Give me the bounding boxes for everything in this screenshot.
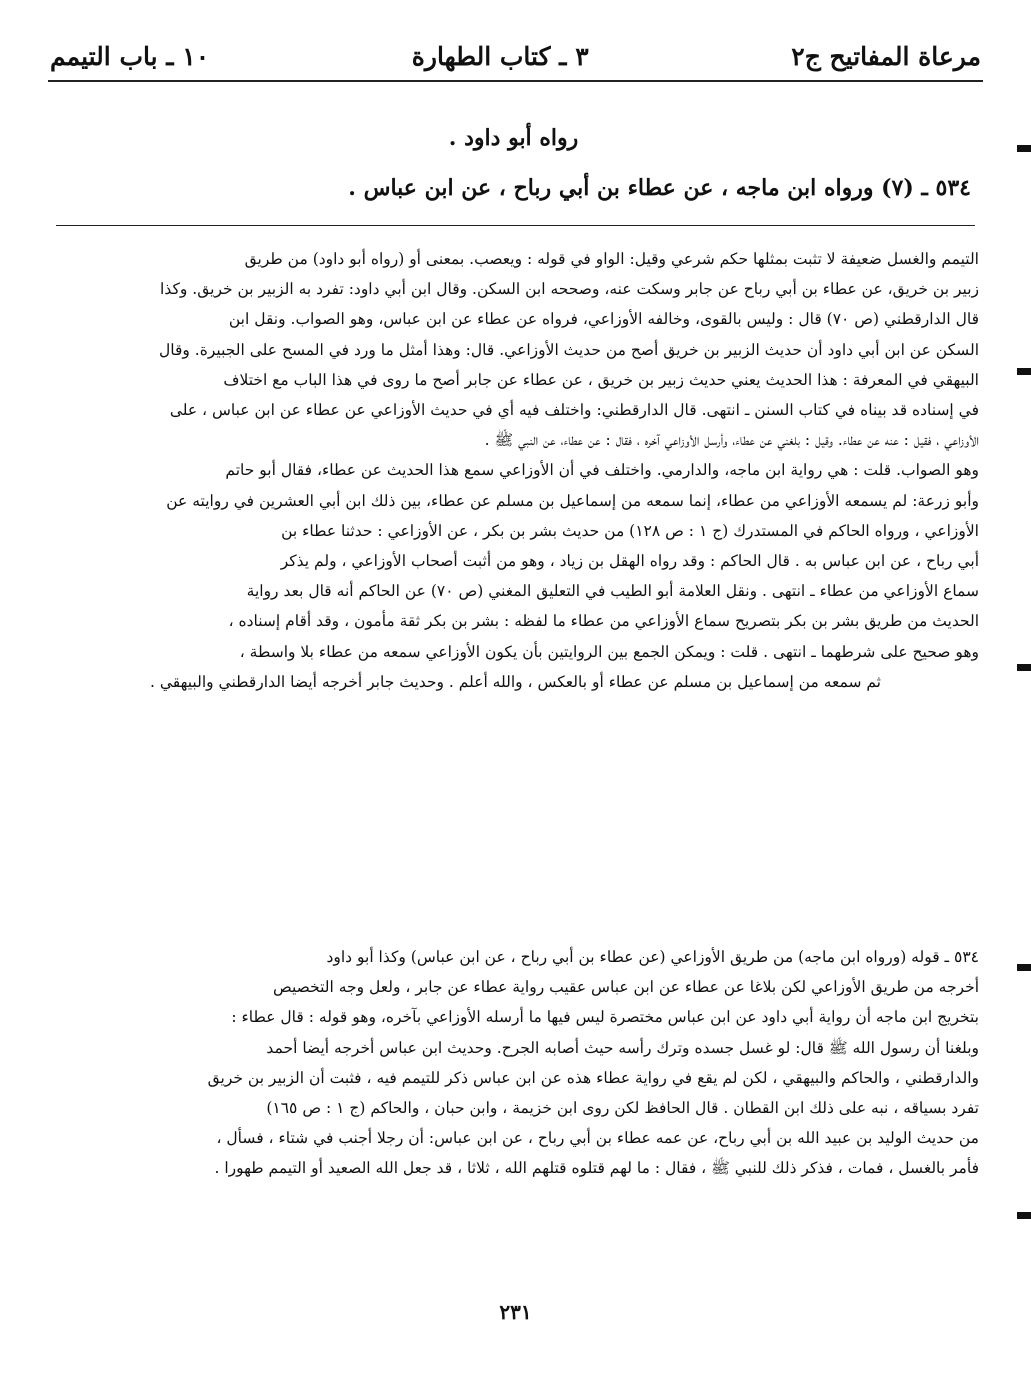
page-number: ٢٣١ — [499, 1300, 532, 1324]
header-book-title: مرعاة المفاتيح ج٢ — [791, 41, 981, 71]
commentary-line: ٥٣٤ ـ قوله (ورواه ابن ماجه) من طريق الأوزاعي (عن عطاء بن أبي رباح ، عن ابن عباس) وكذا أبو داود — [326, 948, 979, 966]
commentary-line: الحديث من طريق بشر بن بكر بتصريح سماع الأوزاعي من عطاء ما لفظه : بشر بن بكر ثقة مأمون ، وقد أقام إسناده ، — [228, 612, 979, 631]
margin-mark — [1017, 145, 1031, 152]
commentary-line: سماع الأوزاعي من عطاء ـ انتهى . ونقل العلامة أبو الطيب في التعليق المغني (ص ٧٠) عن الحاكم أنه قال بعد رواية — [246, 582, 979, 601]
commentary-block-1 — [52, 244, 979, 697]
commentary-line: فأمر بالغسل ، فمات ، فذكر ذلك للنبي ﷺ ، فقال : ما لهم قتلوه قتلهم الله ، ثلاثا ، قد جعل الله الصعيد أو التيمم طهورا . — [214, 1159, 979, 1178]
commentary-line: الأوزاعي ، ورواه الحاكم في المستدرك (ج ١ : ص ١٢٨) من حديث بشر بن بكر ، عن الأوزاعي : حدثنا عطاء بن — [281, 521, 979, 540]
commentary-line: وبلغنا أن رسول الله ﷺ قال: لو غسل جسده وترك رأسه حيث أصابه الجرح. وحديث ابن عباس أخرجه أيضا أحمد — [266, 1038, 979, 1057]
commentary-line: وهو الصواب. قلت : هي رواية ابن ماجه، والدارمي. واختلف في أن الأوزاعي سمع هذا الحديث عن عطاء، فقال أبو حاتم — [225, 461, 979, 480]
running-header — [50, 36, 981, 76]
commentary-line: زبير بن خريق، عن عطاء بن أبي رباح عن جابر وسكت عنه، وصححه ابن السكن. وقال ابن أبي داود: تفرد به الزبير بن خريق. وكذا — [160, 280, 979, 299]
hadith-line-2: ٥٣٤ ـ (٧) ورواه ابن ماجه ، عن عطاء بن أبي رباح ، عن ابن عباس . — [348, 175, 971, 201]
commentary-line: تفرد بسياقه ، نبه على ذلك ابن القطان . قال الحافظ لكن روى ابن خزيمة ، وابن حبان ، والحاكم (ج ١ : ص ١٦٥) — [266, 1099, 979, 1118]
margin-mark — [1017, 1212, 1031, 1219]
commentary-line: بتخريج ابن ماجه أن رواية أبي داود عن ابن عباس مختصرة ليس فيها ما أرسله الأوزاعي بآخره، وهو قوله : قال عطاء : — [231, 1008, 979, 1027]
hadith-line-1: رواه أبو داود . — [448, 125, 579, 151]
commentary-line: والدارقطني ، والحاكم والبيهقي ، لكن لم يقع في رواية عطاء هذه عن ابن عباس ذكر للتيمم فيه ، فثبت أن الزبير بن خريق — [207, 1068, 979, 1087]
commentary-line: قال الدارقطني (ص ٧٠) قال : وليس بالقوى، وخالفه الأوزاعي، فرواه عن عطاء عن ابن عباس، وهو الصواب. ونقل ابن — [228, 310, 979, 329]
commentary-line: السكن عن ابن أبي داود أن حديث الزبير بن خريق أصح من حديث الأوزاعي. قال: وهذا أمثل ما ورد في المسح على الجبيرة. وقال — [159, 340, 979, 359]
margin-mark — [1017, 964, 1031, 971]
commentary-line: وهو صحيح على شرطهما ـ انتهى . قلت : ويمكن الجمع بين الروايتين بأن يكون الأوزاعي سمعه من عطاء بلا واسطة ، — [239, 642, 979, 661]
commentary-line: وأبو زرعة: لم يسمعه الأوزاعي من عطاء، إنما سمعه من إسماعيل بن مسلم عن عطاء، بين ذلك ابن أبي العشرين في روايته عن — [166, 491, 979, 510]
commentary-line: التيمم والغسل ضعيفة لا تثبت بمثلها حكم شرعي وقيل: الواو في قوله : ويعصب. بمعنى أو (رواه أبو داود) من طريق — [244, 250, 979, 268]
text-commentary-divider — [56, 225, 975, 226]
commentary-line: الأوزاعي ، فقيل : عنه عن عطاء. وقيل : بلغني عن عطاء، وأرسل الأوزاعي آخره ، فقال : عن عطاء، عن النبي ﷺ . — [484, 431, 979, 450]
commentary-line: أخرجه من طريق الأوزاعي لكن بلاغا عن عطاء عن ابن عباس عقيب رواية عطاء عن جابر ، ولعل وجه التخصيص — [273, 978, 979, 997]
commentary-line: ثم سمعه من إسماعيل بن مسلم عن عطاء أو بالعكس ، والله أعلم . وحديث جابر أخرجه أيضا الدارقطني والبيهقي . — [150, 672, 881, 691]
commentary-block-2 — [52, 942, 979, 1184]
margin-mark — [1017, 664, 1031, 671]
header-rule — [48, 80, 983, 82]
commentary-line: في إسناده قد بيناه في كتاب السنن ـ انتهى. قال الدارقطني: واختلف فيه أي في حديث الأوزاعي عن عطاء عن ابن عباس ، على — [169, 401, 979, 420]
commentary-line: أبي رباح ، عن ابن عباس به . قال الحاكم : وقد رواه الهقل بن زياد ، وهو من أثبت أصحاب الأوزاعي ، ولم يذكر — [280, 552, 979, 571]
commentary-line: من حديث الوليد بن عبيد الله بن أبي رباح، عن عمه عطاء بن أبي رباح ، عن ابن عباس: أن رجلا أجنب في شتاء ، فسأل ، — [216, 1129, 979, 1148]
margin-mark — [1017, 368, 1031, 375]
header-section: ٣ ـ كتاب الطهارة — [411, 41, 589, 71]
commentary-line: البيهقي في المعرفة : هذا الحديث يعني حديث زبير بن خريق ، عن عطاء عن جابر أصح ما روى في هذا الباب مع اختلاف — [223, 370, 979, 389]
header-chapter: ١٠ ـ باب التيمم — [50, 41, 210, 71]
